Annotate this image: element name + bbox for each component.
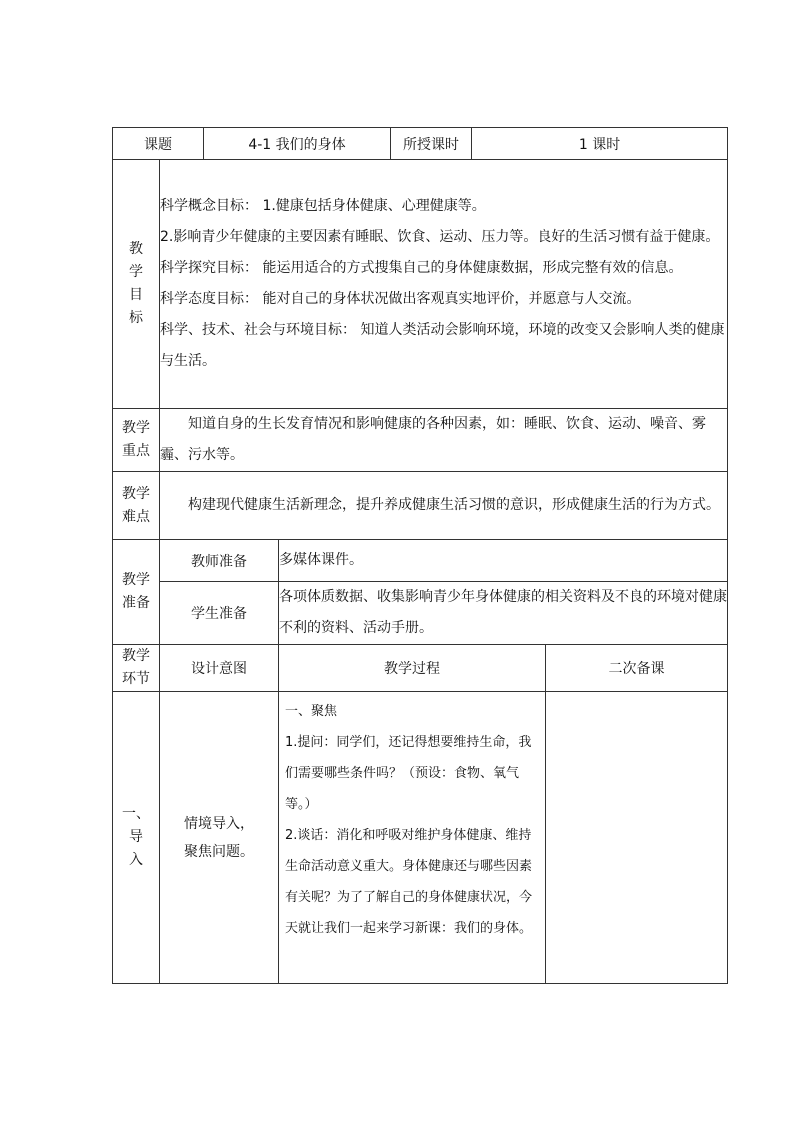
stages-label: 教学 环节: [113, 645, 160, 692]
lesson-plan-table: [112, 127, 728, 984]
student-prep-label: 学生准备: [160, 582, 279, 645]
difficulties-text: 构建现代健康生活新理念，提升养成健康生活习惯的意识，形成健康生活的行为方式。: [188, 497, 720, 513]
header-row: [113, 128, 728, 160]
preparation-label: 教学 准备: [113, 540, 160, 645]
teacher-prep-row: [113, 540, 728, 582]
objective-line: 科学探究目标： 能运用适合的方式搜集自己的身体健康数据，形成完整有效的信息。: [160, 260, 683, 276]
stages-header-row: [113, 645, 728, 692]
hours-label: 所授课时: [391, 128, 472, 160]
teacher-prep-text: 多媒体课件。: [279, 540, 728, 582]
key-points-text: 知道自身的生长发育情况和影响健康的各种因素，如：睡眠、饮食、运动、噪音、雾霾、污水等。: [160, 416, 706, 463]
objectives-label: 教 学 目 标: [113, 160, 160, 409]
difficulties-row: [113, 472, 728, 540]
stage-1-second-prep: [546, 692, 728, 984]
teacher-prep-label: 教师准备: [160, 540, 279, 582]
process-line: 2.谈话：消化和呼吸对维护身体健康、维持生命活动意义重大。身体健康还与哪些因素有关呢？为了了解自己的身体健康状况，今天就让我们一起来学习新课：我们的身体。: [285, 828, 533, 936]
objective-line: 科学、技术、社会与环境目标： 知道人类活动会影响环境，环境的改变又会影响人类的健康与生活。: [160, 322, 725, 369]
student-prep-row: [113, 582, 728, 645]
objective-line: 科学态度目标： 能对自己的身体状况做出客观真实地评价，并愿意与人交流。: [160, 291, 641, 307]
objective-line: 科学概念目标： 1.健康包括身体健康、心理健康等。: [160, 198, 486, 214]
objective-line: 2.影响青少年健康的主要因素有睡眠、饮食、运动、压力等。良好的生活习惯有益于健康。: [160, 229, 720, 245]
hours-value: 1 课时: [472, 128, 728, 160]
key-points-label: 教学 重点: [113, 409, 160, 472]
teaching-process-header: 教学过程: [279, 645, 546, 692]
objectives-content: [160, 160, 728, 409]
key-points-row: [113, 409, 728, 472]
student-prep-text: 各项体质数据、收集影响青少年身体健康的相关资料及不良的环境对健康不利的资料、活动手册。: [279, 582, 728, 645]
process-line: 1.提问：同学们，还记得想要维持生命，我们需要哪些条件吗？（预设：食物、氧气等。）: [285, 735, 532, 812]
stage-1-design: 情境导入， 聚焦问题。: [160, 692, 279, 984]
stage-1-process: [279, 692, 546, 984]
lesson-title: 4-1 我们的身体: [204, 128, 391, 160]
objectives-row: [113, 160, 728, 409]
lesson-label: 课题: [113, 128, 204, 160]
stage-1-label: 一、 导 入: [113, 692, 160, 984]
stage-1-row: [113, 692, 728, 984]
second-prep-header: 二次备课: [546, 645, 728, 692]
process-line: 一、聚焦: [285, 704, 338, 719]
difficulties-label: 教学 难点: [113, 472, 160, 540]
design-intent-header: 设计意图: [160, 645, 279, 692]
